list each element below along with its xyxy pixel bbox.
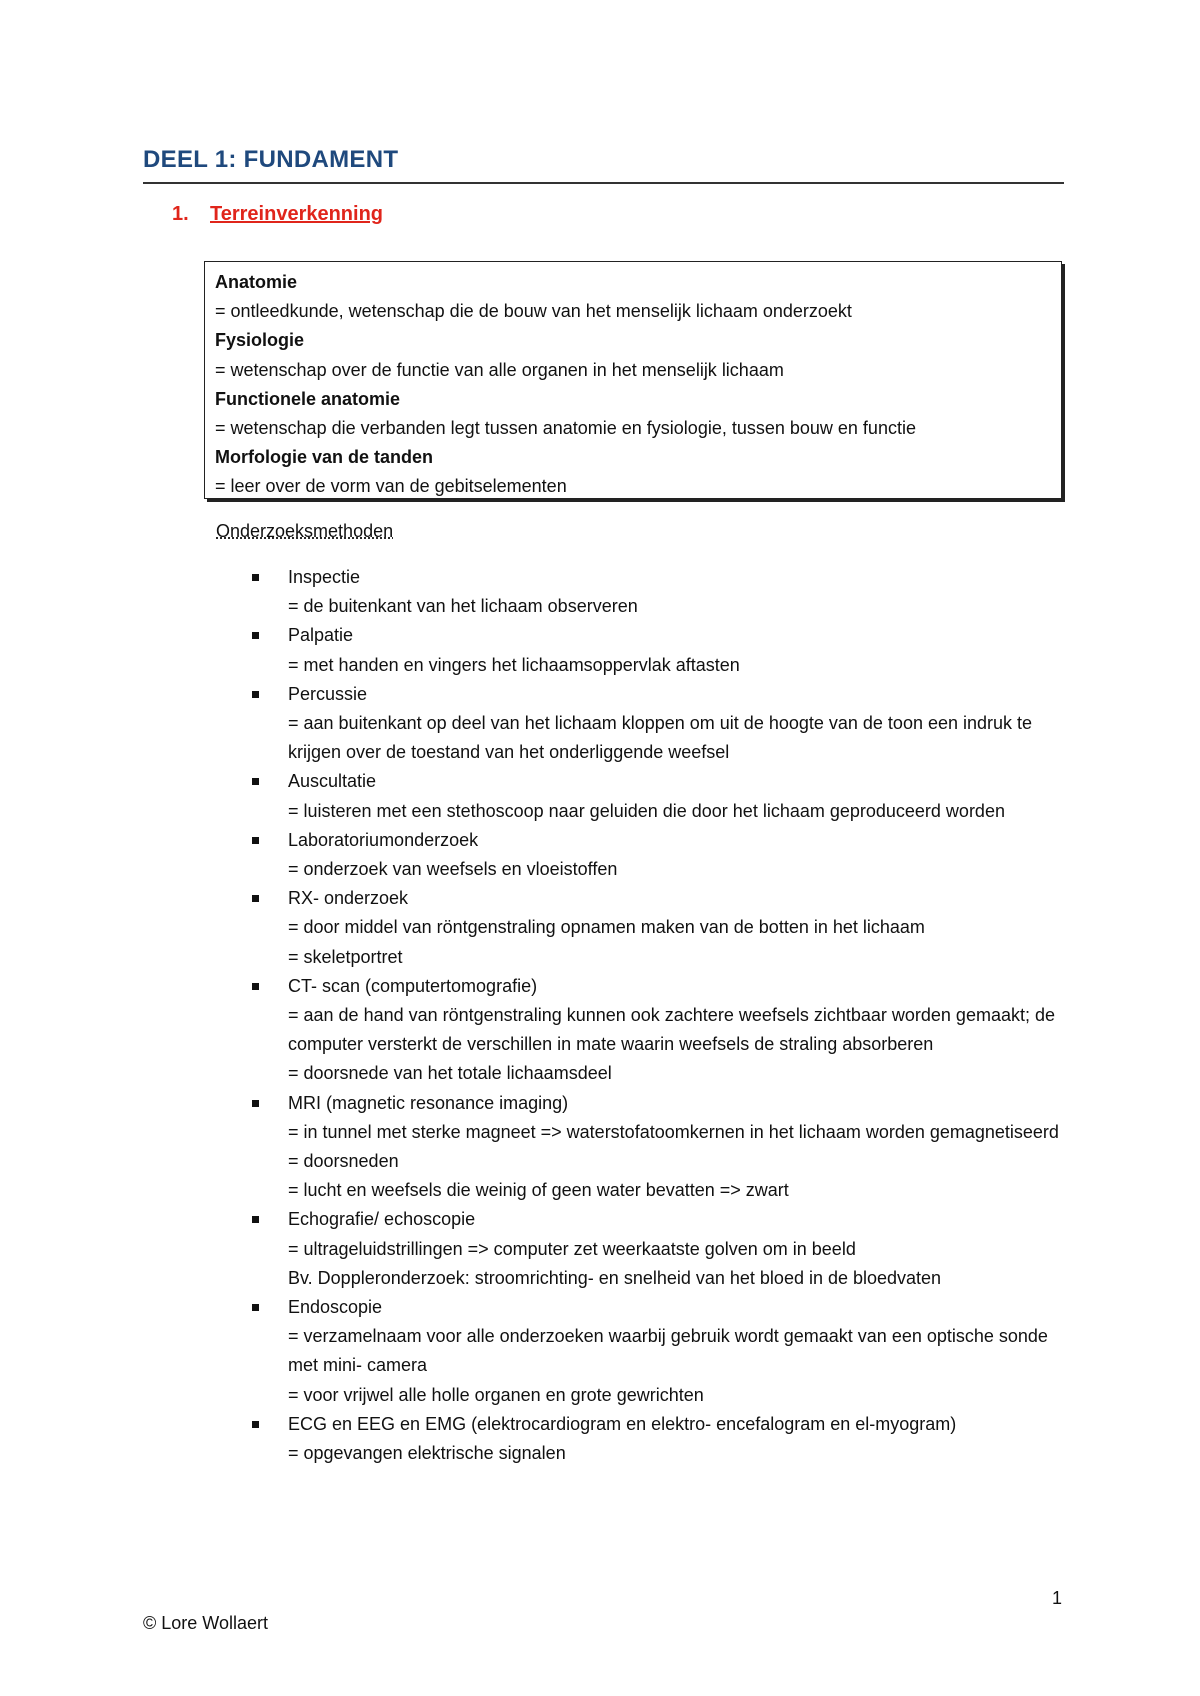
square-bullet-icon [252,778,259,785]
method-description: = skeletportret [288,946,403,967]
method-description: = voor vrijwel alle holle organen en grote gewrichten [288,1384,704,1405]
method-item [240,1089,1070,1206]
methods-subheading: Onderzoeksmethoden [216,521,394,541]
footer-copyright: © Lore Wollaert [143,1613,268,1633]
method-item [240,621,1070,679]
definition-term: Fysiologie [215,330,305,351]
square-bullet-icon [252,837,259,844]
definition-description: = wetenschap over de functie van alle organen in het menselijk lichaam [215,359,784,380]
method-item [240,767,1070,825]
method-item [240,972,1070,1089]
method-description: = door middel van röntgenstraling opnamen maken van de botten in het lichaam [288,917,925,938]
definition-description: = leer over de vorm van de gebitselementen [215,476,567,497]
section-title: Terreinverkenning [210,203,384,225]
method-name: Inspectie [288,567,361,587]
method-item [240,826,1070,884]
method-name: Auscultatie [288,771,377,792]
square-bullet-icon [252,1421,259,1428]
method-name: Endoscopie [288,1297,383,1318]
square-bullet-icon [252,691,259,698]
method-name: Echografie/ echoscopie [288,1209,476,1230]
method-name: Palpatie [288,625,354,646]
definition-description: = ontleedkunde, wetenschap die de bouw van het menselijk lichaam onderzoekt [215,301,852,322]
square-bullet-icon [252,1216,259,1223]
method-description: = lucht en weefsels die weinig of geen water bevatten => zwart [288,1180,789,1201]
method-name: ECG en EEG en EMG (elektrocardiogram en elektro- encefalogram en el-myogram) [288,1413,957,1434]
page-number: 1 [1052,1588,1063,1608]
section-number: 1. [172,203,189,225]
title-divider [143,182,1064,184]
method-name: CT- scan (computertomografie) [288,975,538,996]
method-item [240,680,1070,768]
definition-box [204,261,1062,499]
methods-list [240,563,1070,1468]
section-heading [172,203,383,226]
definition-term: Functionele anatomie [215,388,401,409]
method-name: RX- onderzoek [288,888,409,909]
method-description: = met handen en vingers het lichaamsoppervlak aftasten [288,654,740,675]
page-title: DEEL 1: FUNDAMENT [143,146,399,173]
square-bullet-icon [252,1100,259,1107]
method-description: = doorsneden [288,1151,399,1172]
method-description: = onderzoek van weefsels en vloeistoffen [288,859,618,880]
square-bullet-icon [252,895,259,902]
method-item [240,563,1070,621]
method-name: MRI (magnetic resonance imaging) [288,1092,569,1113]
method-description: = opgevangen elektrische signalen [288,1443,566,1464]
square-bullet-icon [252,574,259,581]
definition-term: Anatomie [215,272,298,292]
method-description: = luisteren met een stethoscoop naar geluiden die door het lichaam geproduceerd worden [288,800,1005,821]
method-name: Laboratoriumonderzoek [288,829,479,850]
square-bullet-icon [252,1304,259,1311]
method-description: = in tunnel met sterke magneet => waterstofatoomkernen in het lichaam worden gemagnetiseerd [288,1121,1059,1142]
method-description: = ultrageluidstrillingen => computer zet weerkaatste golven om in beeld [288,1238,856,1259]
method-item [240,884,1070,972]
method-description: = verzamelnaam voor alle onderzoeken waarbij gebruik wordt gemaakt van een optische sonde met mini- camera [288,1326,1048,1376]
method-item [240,1293,1070,1410]
method-description: = doorsnede van het totale lichaamsdeel [288,1063,612,1084]
method-description: = aan de hand van röntgenstraling kunnen ook zachtere weefsels zichtbaar worden gemaakt; de computer versterkt de verschillen in mate waarin weefsels de straling absorberen [288,1005,1055,1055]
method-item [240,1205,1070,1293]
method-description: = aan buitenkant op deel van het lichaam kloppen om uit de hoogte van de toon een indruk te krijgen over de toestand van het onderliggende weefsel [288,713,1033,763]
definition-description: = wetenschap die verbanden legt tussen anatomie en fysiologie, tussen bouw en functie [215,418,916,439]
method-description: = de buitenkant van het lichaam observeren [288,596,638,617]
definition-term: Morfologie van de tanden [215,447,434,468]
method-description: Bv. Doppleronderzoek: stroomrichting- en snelheid van het bloed in de bloedvaten [288,1267,942,1288]
method-name: Percussie [288,683,368,704]
square-bullet-icon [252,632,259,639]
square-bullet-icon [252,983,259,990]
method-item [240,1410,1070,1468]
